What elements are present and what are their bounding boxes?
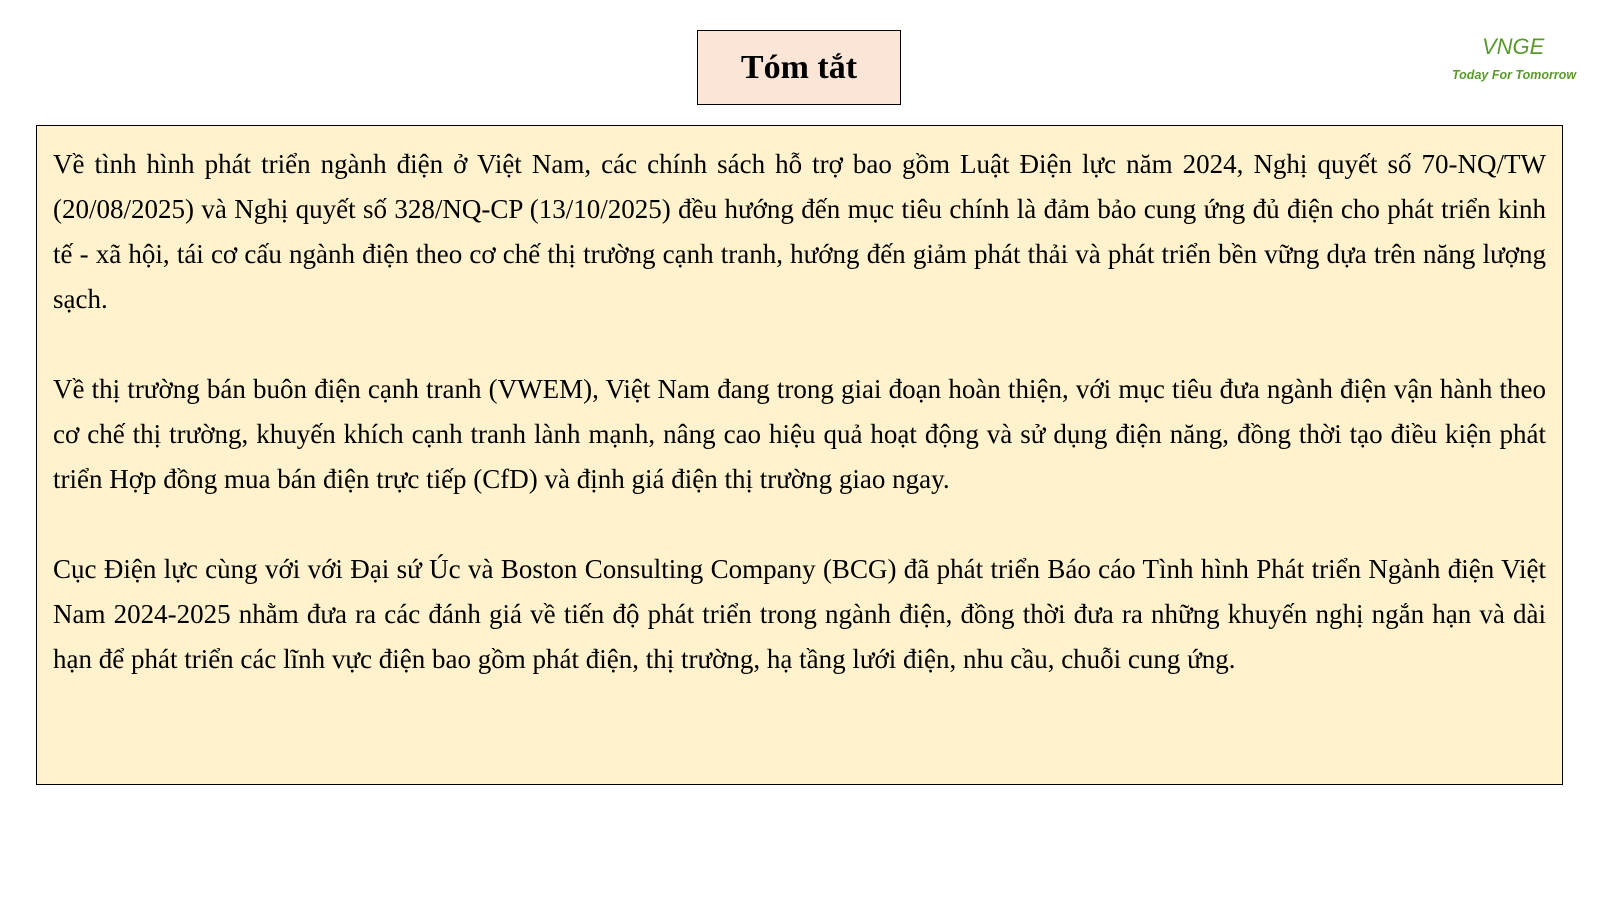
vnge-logo-mark-text: VNGE [1482,34,1545,59]
logo-tagline: Today For Tomorrow [1452,68,1577,82]
summary-paragraph-1: Về tình hình phát triển ngành điện ở Việt Nam, các chính sách hỗ trợ bao gồm Luật Điện lực năm 2024, Nghị quyết số 70-NQ/TW (20/08/2025) và Nghị quyết số 328/NQ-CP (13/10/2025) đều hướng đến mục tiêu chính là đảm bảo cung ứng đủ điện cho phát triển kinh tế - xã hội, tái cơ cấu ngành điện theo cơ chế thị trường cạnh tranh, hướng đến giảm phát thải và phát triển bền vững dựa trên năng lượng sạch. [53,149,1546,314]
summary-paragraph-3: Cục Điện lực cùng với với Đại sứ Úc và Boston Consulting Company (BCG) đã phát triển Báo cáo Tình hình Phát triển Ngành điện Việt Nam 2024-2025 nhằm đưa ra các đánh giá về tiến độ phát triển trong ngành điện, đồng thời đưa ra những khuyến nghị ngắn hạn và dài hạn để phát triển các lĩnh vực điện bao gồm phát điện, thị trường, hạ tầng lưới điện, nhu cầu, chuỗi cung ứng. [53,554,1546,674]
vnge-logo [1440,18,1590,88]
summary-box [36,125,1563,785]
summary-paragraph-2: Về thị trường bán buôn điện cạnh tranh (VWEM), Việt Nam đang trong giai đoạn hoàn thiện, với mục tiêu đưa ngành điện vận hành theo cơ chế thị trường, khuyến khích cạnh tranh lành mạnh, nâng cao hiệu quả hoạt động và sử dụng điện năng, đồng thời tạo điều kiện phát triển Hợp đồng mua bán điện trực tiếp (CfD) và định giá điện thị trường giao ngay. [53,374,1546,494]
vnge-logo-mark [1482,22,1557,62]
title-box [697,30,901,105]
page-title: Tóm tắt [740,48,858,86]
